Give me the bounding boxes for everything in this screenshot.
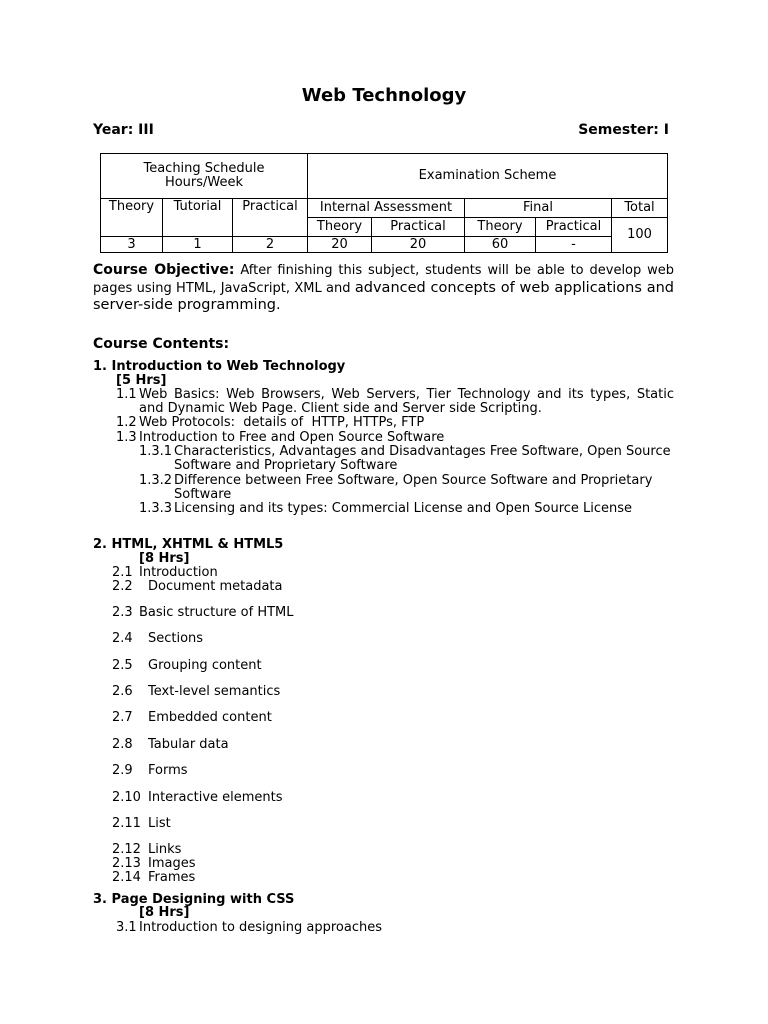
item-number: 1.3.1 — [139, 444, 173, 459]
course-objective-text-large: advanced concepts of web applications and server-side programming. — [93, 279, 675, 313]
practical-value: 2 — [233, 237, 308, 253]
item-text: Document metadata — [148, 579, 283, 594]
course-objective-text: After finishing this subject, students will be able to develop web pages using HTML, JavaScript, XML and — [93, 263, 675, 296]
item-text: Frames — [148, 870, 196, 885]
unit-2-hours: [8 Hrs] — [139, 551, 190, 566]
ia-theory-header: Theory — [308, 218, 372, 237]
unit-1-hours: [5 Hrs] — [116, 373, 167, 388]
examination-scheme-header: Examination Scheme — [308, 154, 668, 199]
page-title: Web Technology — [301, 85, 467, 106]
item-text: Images — [148, 856, 196, 871]
item-number: 1.3 — [116, 430, 137, 445]
item-number: 2.9 — [112, 763, 133, 778]
ia-practical-header: Practical — [372, 218, 465, 237]
item-number: 1.3.3 — [139, 501, 173, 516]
item-number: 1.1 — [116, 387, 137, 402]
item-number: 2.4 — [112, 631, 133, 646]
item-text: Characteristics, Advantages and Disadvantages Free Software, Open Source Software and Proprietary Software — [174, 444, 671, 474]
total-value: 100 — [612, 218, 668, 253]
item-text: Embedded content — [148, 710, 272, 725]
item-number: 2.3 — [112, 605, 133, 620]
item-text: Difference between Free Software, Open Source Software and Proprietary Software — [174, 473, 653, 503]
schedule-table — [100, 153, 668, 253]
item-text: Sections — [148, 631, 204, 646]
col-tutorial: Tutorial — [163, 199, 233, 237]
unit-3-hours: [8 Hrs] — [139, 905, 190, 920]
item-number: 1.3.2 — [139, 473, 173, 488]
year-label: Year: III — [93, 122, 154, 138]
col-practical: Practical — [233, 199, 308, 237]
item-text: Grouping content — [148, 658, 262, 673]
teaching-schedule-header: Teaching Schedule Hours/Week — [101, 154, 308, 199]
item-number: 2.7 — [112, 710, 133, 725]
item-number: 2.10 — [112, 790, 141, 805]
item-number: 2.12 — [112, 842, 141, 857]
item-text: Tabular data — [148, 737, 229, 752]
item-text: Basic structure of HTML — [139, 605, 294, 620]
item-text: Links — [148, 842, 182, 857]
item-text: Text-level semantics — [148, 684, 281, 699]
col-theory: Theory — [101, 199, 163, 237]
item-text: Web Basics: Web Browsers, Web Servers, Tier Technology and its types, Static and Dynamic Web Page. Client side and Server side Scripting. — [139, 387, 674, 417]
item-number: 2.1 — [112, 565, 133, 580]
course-objective — [93, 262, 674, 315]
item-text: Web Protocols: details of HTTP, HTTPs, FTP — [139, 415, 425, 430]
total-header: Total — [612, 199, 668, 218]
tutorial-value: 1 — [163, 237, 233, 253]
item-number: 2.2 — [112, 579, 133, 594]
final-practical-value: - — [536, 237, 612, 253]
item-number: 2.13 — [112, 856, 141, 871]
item-text: Introduction to designing approaches — [139, 920, 383, 935]
final-theory-value: 60 — [465, 237, 536, 253]
unit-2-heading: 2. HTML, XHTML & HTML5 — [93, 537, 284, 552]
final-practical-header: Practical — [536, 218, 612, 237]
item-number: 2.11 — [112, 816, 141, 831]
item-text: Licensing and its types: Commercial License and Open Source License — [174, 501, 633, 516]
item-number: 2.6 — [112, 684, 133, 699]
item-number: 1.2 — [116, 415, 137, 430]
theory-value: 3 — [101, 237, 163, 253]
unit-1-heading: 1. Introduction to Web Technology — [93, 359, 346, 374]
item-number: 2.8 — [112, 737, 133, 752]
final-theory-header: Theory — [465, 218, 536, 237]
internal-assessment-header: Internal Assessment — [308, 199, 465, 218]
item-text: Forms — [148, 763, 188, 778]
item-text: Introduction — [139, 565, 218, 580]
course-objective-label: Course Objective: — [93, 262, 235, 278]
item-number: 2.5 — [112, 658, 133, 673]
item-text: Introduction to Free and Open Source Software — [139, 430, 445, 445]
item-number: 3.1 — [116, 920, 137, 935]
semester-label: Semester: I — [578, 122, 669, 138]
unit-3-heading: 3. Page Designing with CSS — [93, 892, 295, 907]
item-text: List — [148, 816, 171, 831]
final-header: Final — [465, 199, 612, 218]
ia-theory-value: 20 — [308, 237, 372, 253]
course-contents-heading: Course Contents: — [93, 336, 230, 352]
item-number: 2.14 — [112, 870, 141, 885]
ia-practical-value: 20 — [372, 237, 465, 253]
item-text: Interactive elements — [148, 790, 283, 805]
